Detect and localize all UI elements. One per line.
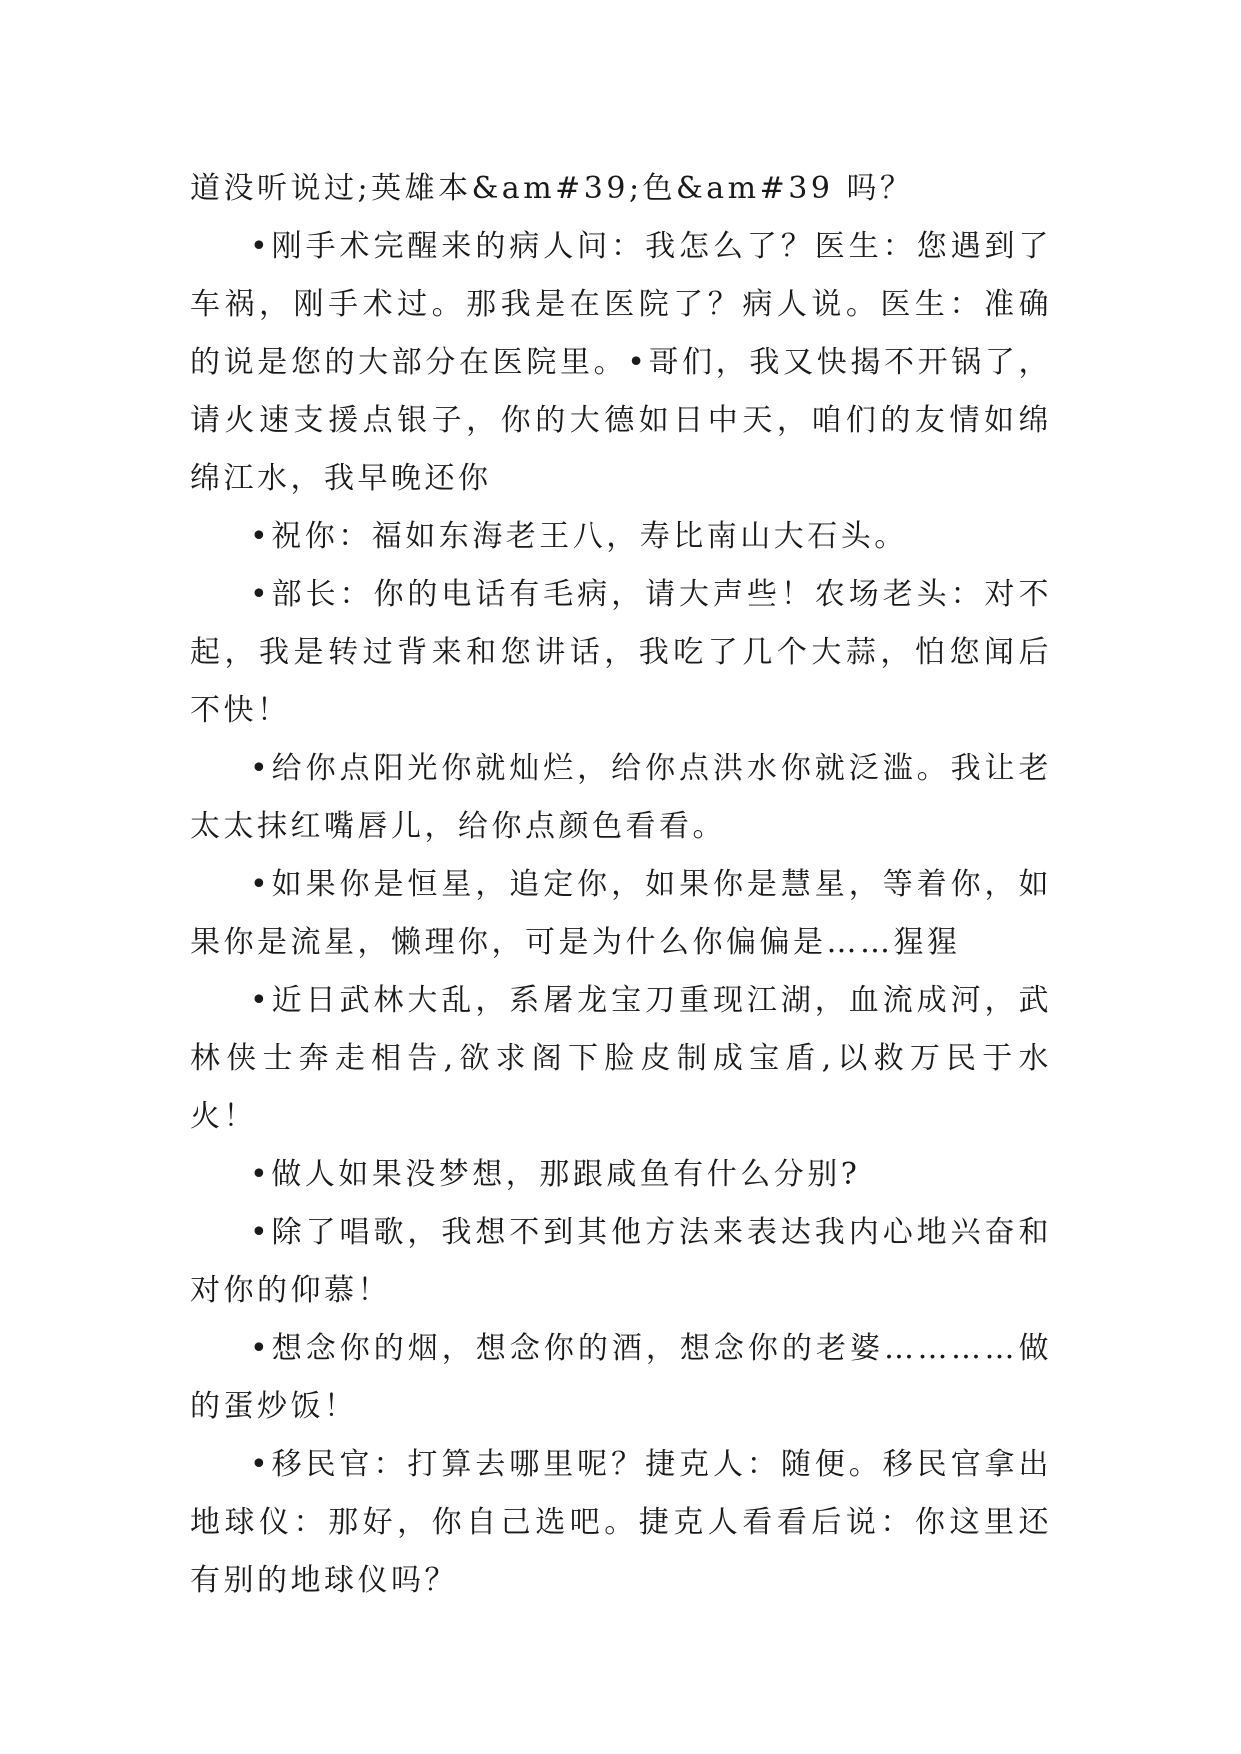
paragraph-10: •想念你的烟，想念你的酒，想念你的老婆…………做的蛋炒饭！	[190, 1331, 1052, 1424]
paragraph-9: •除了唱歌，我想不到其他方法来表达我内心地兴奋和对你的仰慕！	[190, 1215, 1052, 1308]
paragraph-7: •近日武林大乱，系屠龙宝刀重现江湖，血流成河，武林侠士奔走相告,欲求阁下脸皮制成宝盾,以救万民于水火！	[190, 983, 1052, 1134]
paragraph-5: •给你点阳光你就灿烂，给你点洪水你就泛滥。我让老太太抹红嘴唇儿，给你点颜色看看。	[190, 751, 1052, 844]
paragraph-11: •移民官：打算去哪里呢？捷克人：随便。移民官拿出地球仪：那好，你自己选吧。捷克人看看后说：你这里还有别的地球仪吗？	[190, 1447, 1052, 1598]
paragraph-2: •刚手术完醒来的病人问：我怎么了？医生：您遇到了车祸，刚手术过。那我是在医院了？病人说。医生：准确的说是您的大部分在医院里。•哥们，我又快揭不开锅了，请火速支援点银子，你的大德如日中天，咱们的友情如绵绵江水，我早晚还你	[190, 229, 1052, 496]
paragraph-6: •如果你是恒星，追定你，如果你是慧星，等着你，如果你是流星，懒理你，可是为什么你偏偏是……猩猩	[190, 867, 1052, 960]
paragraph-1: 道没听说过;英雄本&am#39;色&am#39 吗？	[190, 171, 914, 206]
paragraph-8: •做人如果没梦想，那跟咸鱼有什么分别?	[250, 1157, 861, 1192]
paragraph-3: •祝你：福如东海老王八，寿比南山大石头。	[250, 519, 908, 554]
paragraph-4: •部长：你的电话有毛病，请大声些！农场老头：对不起，我是转过背来和您讲话，我吃了几个大蒜，怕您闻后不快！	[190, 577, 1052, 728]
document-body	[190, 160, 1052, 1610]
